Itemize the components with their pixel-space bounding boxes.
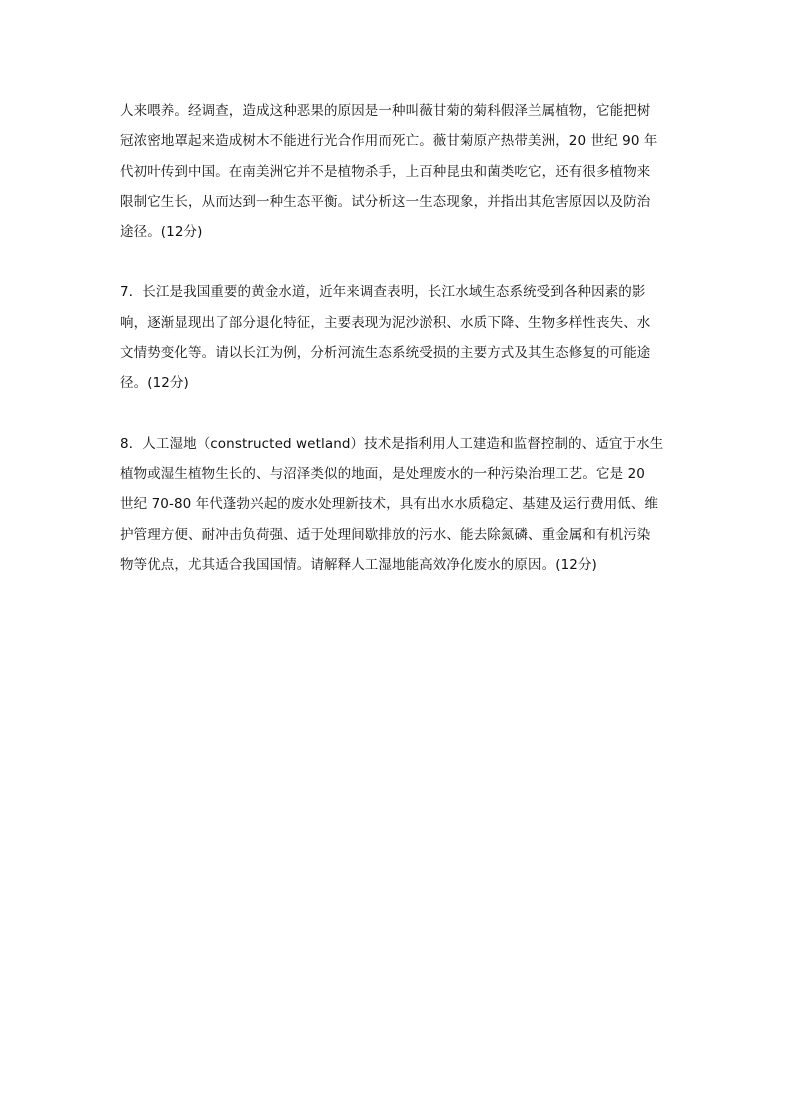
- text-line: 世纪 70-80 年代蓬勃兴起的废水处理新技术，具有出水水质稳定、基建及运行费用低、维: [120, 496, 659, 513]
- text-line: 8．人工湿地（constructed wetland）技术是指利用人工建造和监督控制的、适宜于水生: [120, 435, 664, 452]
- text-line: 植物或湿生植物生长的、与沼泽类似的地面，是处理废水的一种污染治理工艺。它是 20: [120, 465, 645, 482]
- paragraph-question-7: [120, 277, 680, 398]
- paragraph-question-6-continuation: [120, 96, 680, 247]
- text-line: 物等优点，尤其适合我国国情。请解释人工湿地能高效净化废水的原因。(12分): [120, 556, 597, 573]
- text-line: 文情势变化等。请以长江为例，分析河流生态系统受损的主要方式及其生态修复的可能途: [120, 345, 651, 362]
- text-line: 人来喂养。经调查，造成这种恶果的原因是一种叫薇甘菊的菊科假泽兰属植物，它能把树: [120, 103, 651, 119]
- text-line: 冠浓密地罩起来造成树木不能进行光合作用而死亡。薇甘菊原产热带美洲，20 世纪 90 年: [120, 133, 658, 150]
- text-line: 限制它生长，从而达到一种生态平衡。试分析这一生态现象，并指出其危害原因以及防治: [120, 193, 651, 210]
- paragraph-question-8: [120, 429, 680, 580]
- document-body: [120, 96, 680, 580]
- text-line: 径。(12分): [120, 375, 189, 392]
- text-line: 响，逐渐显现出了部分退化特征，主要表现为泥沙淤积、水质下降、生物多样性丧失、水: [120, 314, 651, 331]
- text-line: 代初叶传到中国。在南美洲它并不是植物杀手，上百种昆虫和菌类吃它，还有很多植物来: [120, 163, 651, 180]
- text-line: 7．长江是我国重要的黄金水道，近年来调查表明，长江水域生态系统受到各种因素的影: [120, 284, 646, 301]
- text-line: 途径。(12分): [120, 224, 203, 241]
- text-line: 护管理方便、耐冲击负荷强、适于处理间歇排放的污水、能去除氮磷、重金属和有机污染: [120, 526, 651, 543]
